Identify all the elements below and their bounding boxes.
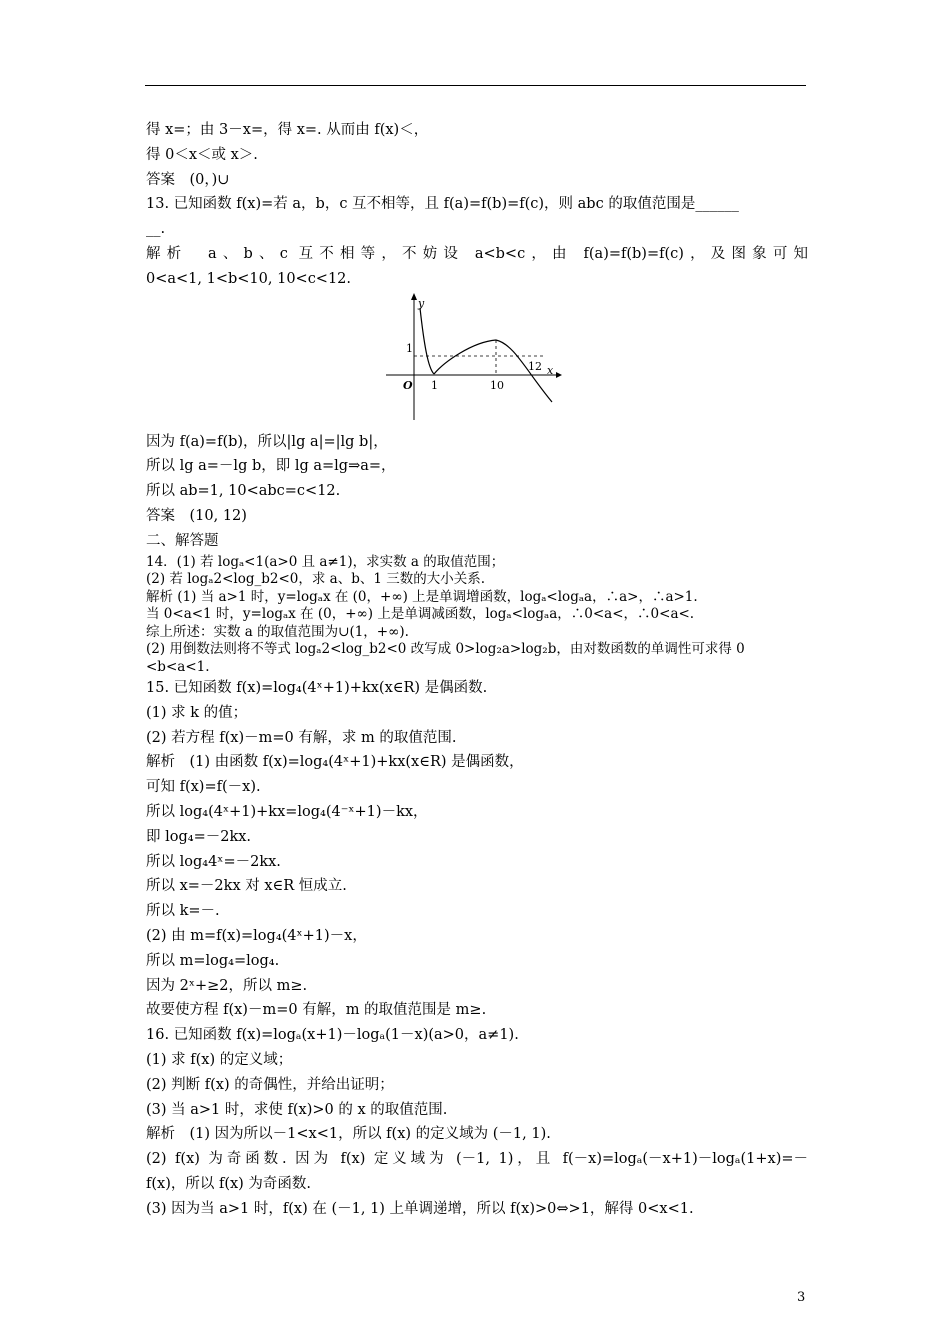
text-line: 所以 lg a=－lg b，即 lg a=lg⇒a=， (146, 458, 396, 475)
text-line: 故要使方程 f(x)－m=0 有解，m 的取值范围是 m≥. (146, 1002, 487, 1019)
x-axis-arrow-icon (556, 372, 562, 378)
section-heading: 二、解答题 (146, 532, 219, 549)
text-line: 得 0＜x＜或 x＞. (146, 146, 258, 163)
text-line: f(x)，所以 f(x) 为奇函数. (146, 1176, 312, 1192)
text-line: 因为 2ˣ+≥2，所以 m≥. (146, 977, 308, 994)
text-line: (2) 由 m=f(x)=log₄(4ˣ+1)－x， (146, 928, 367, 945)
text-line: <b<a<1. (146, 658, 210, 675)
text-line: (2) 若 logₐ2<log_b2<0，求 a、b、1 三数的大小关系. (146, 571, 486, 588)
text-line: (2) f(x) 为奇函数. 因为 f(x) 定义域为 (－1, 1)，且 f(－x)=logₐ(－x+1)－logₐ(1+x)=－ (146, 1151, 808, 1168)
x-tick-10-label: 10 (490, 378, 504, 392)
page-content (146, 118, 808, 1222)
curve-abs-log (420, 308, 434, 374)
y-axis-arrow-icon (411, 293, 417, 300)
problem-16: 16. 已知函数 f(x)=logₐ(x+1)－logₐ(1－x)(a>0，a≠1). (146, 1027, 519, 1044)
x-tick-1-label: 1 (431, 378, 438, 392)
answer-line: 答案 (0，)∪ (146, 171, 230, 188)
text-line: 所以 log₄4ˣ=－2kx. (146, 853, 281, 870)
answer-line: 答案 (10, 12) (146, 507, 247, 524)
text-line: (3) 当 a>1 时，求使 f(x)>0 的 x 的取值范围. (146, 1101, 448, 1118)
y-tick-1-label: 1 (406, 341, 413, 355)
y-axis-label: y (418, 296, 425, 310)
function-graph-figure (146, 292, 808, 430)
text-line: 综上所述：实数 a 的取值范围为∪(1，+∞). (146, 623, 409, 640)
x-axis-label: x (547, 363, 554, 377)
text-line: 所以 ab=1, 10<abc=c<12. (146, 483, 341, 500)
text-line: (1) 求 f(x) 的定义域； (146, 1052, 293, 1069)
text-line: 0<a<1, 1<b<10, 10<c<12. (146, 270, 352, 287)
text-line: 所以 log₄(4ˣ+1)+kx=log₄(4⁻ˣ+1)－kx， (146, 804, 428, 821)
problem-14: 14．(1) 若 logₐ<1(a>0 且 a≠1)，求实数 a 的取值范围； (146, 553, 505, 570)
solution-line: 解析 a、b、c 互不相等，不妨设 a<b<c，由 f(a)=f(b)=f(c)，及图象可知 (146, 245, 808, 262)
text-line: __. (146, 221, 166, 238)
header-rule (145, 85, 806, 86)
text-line: 因为 f(a)=f(b)，所以|lg a|=|lg b|， (146, 433, 388, 450)
origin-label: O (403, 378, 413, 392)
problem-15: 15. 已知函数 f(x)=log₄(4ˣ+1)+kx(x∈R) 是偶函数. (146, 680, 488, 697)
problem-13: 13. 已知函数 f(x)=若 a，b，c 互不相等，且 f(a)=f(b)=f(c)，则 abc 的取值范围是______ (146, 196, 739, 213)
curve-rising (434, 340, 496, 374)
text-line: 即 log₄=－2kx. (146, 828, 252, 845)
text-line: (2) 若方程 f(x)－m=0 有解，求 m 的取值范围. (146, 729, 457, 746)
text-line: (1) 求 k 的值； (146, 704, 248, 721)
text-line: 当 0<a<1 时，y=logₐx 在 (0，+∞) 上是单调减函数，logₐ<logₐa，∴0<a<，∴0<a<. (146, 606, 695, 623)
curve-falling (496, 340, 552, 402)
page-number: 3 (797, 1290, 806, 1305)
text-line: (3) 因为当 a>1 时，f(x) 在 (－1, 1) 上单调递增，所以 f(x)>0⇔>1，解得 0<x<1. (146, 1200, 694, 1217)
text-line: 所以 x=－2kx 对 x∈R 恒成立. (146, 878, 347, 895)
text-line: 得 x=；由 3－x=，得 x=. 从而由 f(x)＜， (146, 122, 429, 138)
solution-line: 解析 (1) 因为所以－1<x<1，所以 f(x) 的定义域为 (－1, 1). (146, 1126, 551, 1143)
text-line: 所以 k=－. (146, 903, 220, 920)
x-tick-12-label: 12 (528, 359, 542, 373)
text-line: (2) 用倒数法则将不等式 logₐ2<log_b2<0 改写成 0>log₂a>log₂b，由对数函数的单调性可求得 0 (146, 641, 745, 658)
solution-line: 解析 (1) 由函数 f(x)=log₄(4ˣ+1)+kx(x∈R) 是偶函数， (146, 754, 524, 771)
text-line: 可知 f(x)=f(－x). (146, 779, 261, 796)
text-line: 所以 m=log₄=log₄. (146, 952, 280, 969)
function-graph (382, 292, 562, 422)
text-line: (2) 判断 f(x) 的奇偶性，并给出证明； (146, 1076, 394, 1093)
solution-line: 解析 (1) 当 a>1 时，y=logₐx 在 (0，+∞) 上是单调增函数，logₐ<logₐa，∴a>，∴a>1. (146, 588, 698, 605)
